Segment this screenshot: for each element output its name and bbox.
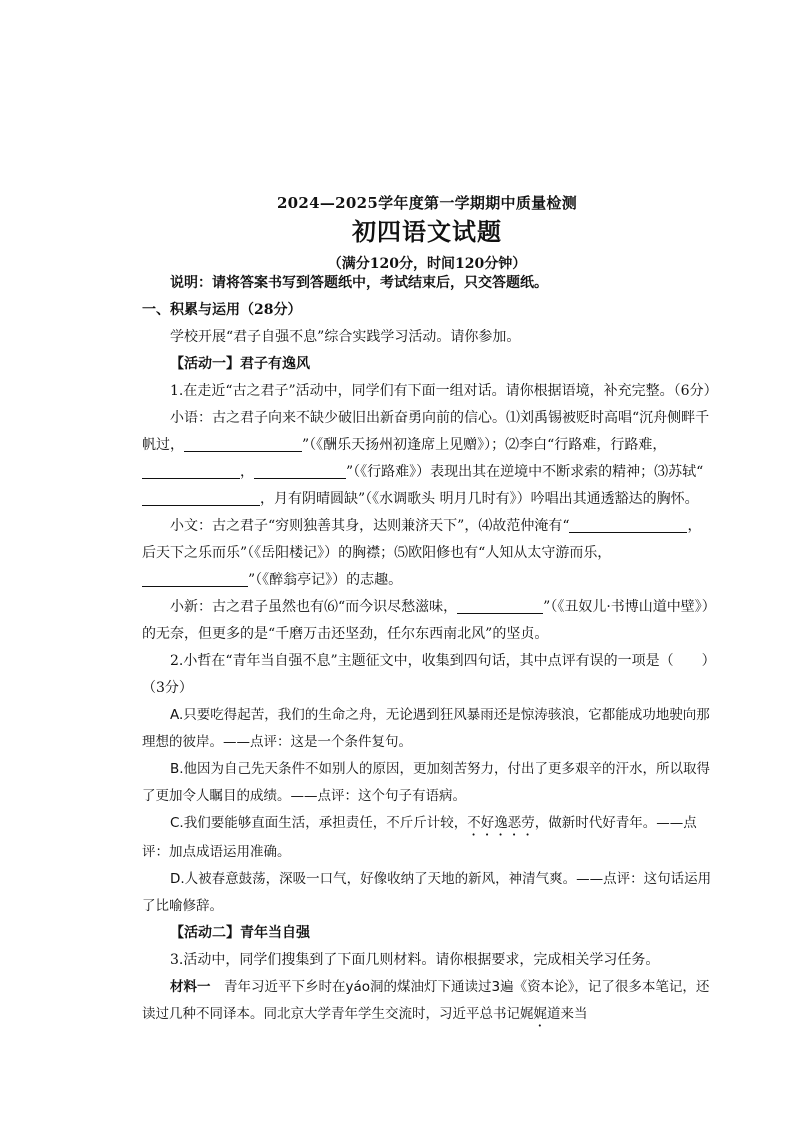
dialog-xiaoyu <box>142 405 712 513</box>
question-1: 1.在走近“古之君子”活动中，同学们有下面一组对话。请你根据语境，补充完整。（6分） <box>170 383 718 399</box>
xiaoyu-text-3: ， <box>240 464 254 480</box>
option-c-text-2: ，做新时代好青年。——点评：加点成语运用准确。 <box>142 815 697 860</box>
xiaowen-text-2: ，后天下之乐而乐”（《岳阳楼记》）的胸襟；⑸欧阳修也有“人知从太守游而乐， <box>142 518 702 561</box>
option-c-text-1: C.我们要能够直面生活，承担责任，不斤斤计较， <box>170 815 468 831</box>
answer-blank-2b[interactable] <box>254 462 346 479</box>
xiaoyu-text-1: 小语：古之君子向来不缺少破旧出新奋勇向前的信心。⑴刘禹锡被贬时高唱“沉舟侧畔千帆过， <box>142 410 710 453</box>
exam-body <box>142 270 718 1030</box>
material-one-dotted-char: 娓 <box>533 1006 547 1022</box>
option-d: D.人被春意鼓荡，深吸一口气，好像收纳了天地的新风，神清气爽。——点评：这句话运用了比喻修辞。 <box>142 871 712 914</box>
dialog-xiaowen <box>142 513 712 594</box>
option-c-dotted-phrase: 不好逸恶劳 <box>467 815 535 831</box>
exam-score-time: （满分120分，时间120分钟） <box>327 256 527 272</box>
material-one <box>142 974 712 1030</box>
xiaowen-text-3: ”（《醉翁亭记》）的志趣。 <box>248 572 403 588</box>
section-intro: 学校开展“君子自强不息”综合实践学习活动。请你参加。 <box>170 329 521 345</box>
xiaoyu-text-4: ”（《行路难》）表现出其在逆境中不断求索的精神；⑶苏轼“ <box>346 464 704 480</box>
xiaoyu-text-2: ”（《酬乐天扬州初逢席上见赠》）；⑵李白“行路难，行路难， <box>302 437 667 453</box>
exam-main-title: 初四语文试题 <box>352 217 502 246</box>
activity-two-heading: 【活动二】青年当自强 <box>170 925 310 941</box>
question-3: 3.活动中，同学们搜集到了下面几则材料。请你根据要求，完成相关学习任务。 <box>170 952 660 968</box>
exam-term-title: 2024—2025学年度第一学期期中质量检测 <box>276 194 578 212</box>
xiaowen-text-1: 小文：古之君子“穷则独善其身，达则兼济天下”，⑷故范仲淹有“ <box>170 518 570 534</box>
option-b: B.他因为自己先天条件不如别人的原因，更加刻苦努力，付出了更多艰辛的汗水，所以取得了更加令人瞩目的成绩。——点评：这个句子有语病。 <box>142 761 711 804</box>
xiaoxin-text-1: 小新：古之君子虽然也有⑹“而今识尽愁滋味， <box>170 599 458 615</box>
answer-blank-5[interactable] <box>142 570 248 587</box>
exam-header <box>142 193 712 275</box>
exam-notice: 说明：请将答案书写到答题纸中，考试结束后，只交答题纸。 <box>170 275 548 291</box>
option-a: A.只要吃得起苦，我们的生命之舟，无论遇到狂风暴雨还是惊涛骇浪，它都能成功地驶向那理想的彼岸。——点评：这是一个条件复句。 <box>142 707 710 750</box>
section-heading: 一、积累与运用（28分） <box>142 302 302 318</box>
question-2: 2.小哲在“青年当自强不息”主题征文中，收集到四句话，其中点评有误的一项是（ ）（3分） <box>142 653 709 696</box>
xiaoyu-text-5: ，月有阴晴圆缺”（《水调歌头 明月几时有》）吟唱出其通透豁达的胸怀。 <box>260 491 699 507</box>
xiaoxin-text-2: ”（《丑奴儿·书博山道中壁》）的无奈，但更多的是“千磨万击还坚劲，任尔东西南北风”的坚贞。 <box>142 599 709 642</box>
answer-blank-3[interactable] <box>142 489 260 506</box>
dialog-xiaoxin <box>142 594 712 648</box>
answer-blank-6[interactable] <box>457 597 543 614</box>
material-one-label: 材料一 <box>170 979 211 995</box>
activity-one-heading: 【活动一】君子有逸风 <box>170 356 310 372</box>
material-one-text-1: 青年习近平下乡时在yáo洞的煤油灯下通读过3遍《资本论》，记了很多本笔记，还读过几种不同译本。同北京大学青年学生交流时，习近平总书记娓 <box>142 979 710 1022</box>
answer-blank-1[interactable] <box>184 435 302 452</box>
option-c <box>142 810 712 866</box>
material-one-text-2: 道来当 <box>547 1006 588 1022</box>
answer-blank-2a[interactable] <box>142 462 240 479</box>
answer-blank-4[interactable] <box>569 516 687 533</box>
